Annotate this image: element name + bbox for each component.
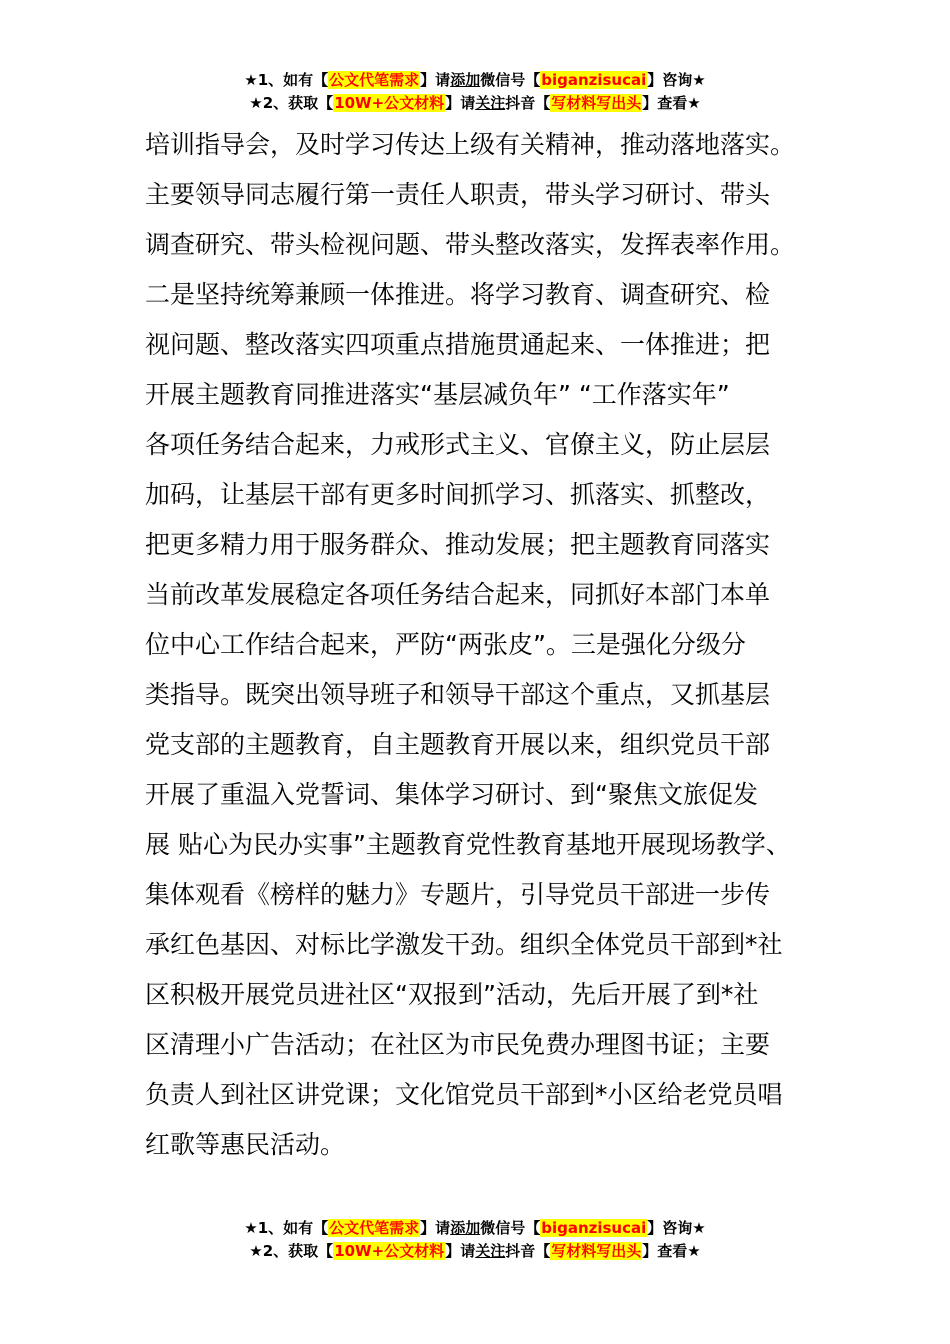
banner-text: 】查看★ bbox=[642, 1242, 701, 1260]
banner-line-1 bbox=[0, 69, 950, 92]
banner-highlight-service: 公文代笔需求 bbox=[329, 1219, 420, 1237]
body-line: 各项任务结合起来，力戒形式主义、官僚主义，防止层层 bbox=[145, 430, 771, 459]
banner-text: ★1、如有【 bbox=[244, 1219, 329, 1237]
banner-text: 】请 bbox=[445, 94, 476, 112]
banner-line-2 bbox=[0, 92, 950, 115]
body-line: 调查研究、带头检视问题、带头整改落实，发挥表率作用。 bbox=[145, 230, 796, 259]
banner-text: 】请 bbox=[445, 1242, 476, 1260]
header-banner bbox=[0, 69, 950, 115]
body-line: 培训指导会，及时学习传达上级有关精神，推动落地落实。 bbox=[145, 130, 796, 159]
banner-highlight-wechat-id: biganzisucai bbox=[541, 71, 647, 89]
body-line: 集体观看《榜样的魅力》专题片，引导党员干部进一步传 bbox=[145, 880, 771, 909]
banner-text: 】查看★ bbox=[642, 94, 701, 112]
body-line: 党支部的主题教育，自主题教育开展以来，组织党员干部 bbox=[145, 730, 771, 759]
document-body bbox=[145, 120, 810, 1170]
body-line: 视问题、整改落实四项重点措施贯通起来、一体推进；把 bbox=[145, 330, 771, 359]
body-line: 开展主题教育同推进落实“基层减负年” “工作落实年” bbox=[145, 380, 730, 409]
body-line: 展 贴心为民办实事”主题教育党性教育基地开展现场教学、 bbox=[145, 830, 791, 859]
banner-text: 抖音【 bbox=[505, 1242, 551, 1260]
banner-text: ★1、如有【 bbox=[244, 71, 329, 89]
banner-text: 】请 bbox=[420, 71, 451, 89]
banner-highlight-wechat-id: biganzisucai bbox=[541, 1219, 647, 1237]
banner-highlight-materials: 10W+公文材料 bbox=[334, 94, 445, 112]
banner-text: 】请 bbox=[420, 1219, 451, 1237]
body-line: 加码，让基层干部有更多时间抓学习、抓落实、抓整改， bbox=[145, 480, 771, 509]
banner-underlined-text: 关注 bbox=[475, 94, 506, 112]
banner-text: 抖音【 bbox=[505, 94, 551, 112]
banner-line-1 bbox=[0, 1217, 950, 1240]
body-line: 开展了重温入党誓词、集体学习研讨、到“聚焦文旅促发 bbox=[145, 780, 758, 809]
body-line: 类指导。既突出领导班子和领导干部这个重点，又抓基层 bbox=[145, 680, 771, 709]
body-line: 负责人到社区讲党课；文化馆党员干部到*小区给老党员唱 bbox=[145, 1080, 783, 1109]
banner-highlight-materials: 10W+公文材料 bbox=[334, 1242, 445, 1260]
banner-underlined-text: 添加 bbox=[450, 1219, 481, 1237]
banner-line-2 bbox=[0, 1240, 950, 1263]
body-line: 二是坚持统筹兼顾一体推进。将学习教育、调查研究、检 bbox=[145, 280, 771, 309]
banner-highlight-douyin: 写材料写出头 bbox=[551, 1242, 642, 1260]
body-line: 承红色基因、对标比学激发干劲。组织全体党员干部到*社 bbox=[145, 930, 783, 959]
banner-text: ★2、获取【 bbox=[249, 1242, 334, 1260]
banner-text: 】咨询★ bbox=[647, 1219, 706, 1237]
banner-underlined-text: 关注 bbox=[475, 1242, 506, 1260]
body-line: 位中心工作结合起来，严防“两张皮”。三是强化分级分 bbox=[145, 630, 746, 659]
banner-text: ★2、获取【 bbox=[249, 94, 334, 112]
body-line: 区积极开展党员进社区“双报到”活动，先后开展了到*社 bbox=[145, 980, 759, 1009]
footer-banner bbox=[0, 1217, 950, 1263]
body-line: 把更多精力用于服务群众、推动发展；把主题教育同落实 bbox=[145, 530, 771, 559]
banner-highlight-douyin: 写材料写出头 bbox=[551, 94, 642, 112]
banner-text: 】咨询★ bbox=[647, 71, 706, 89]
banner-highlight-service: 公文代笔需求 bbox=[329, 71, 420, 89]
body-line: 红歌等惠民活动。 bbox=[145, 1130, 346, 1159]
body-line: 区清理小广告活动；在社区为市民免费办理图书证；主要 bbox=[145, 1030, 771, 1059]
banner-text: 微信号【 bbox=[480, 1219, 541, 1237]
banner-text: 微信号【 bbox=[480, 71, 541, 89]
body-line: 当前改革发展稳定各项任务结合起来，同抓好本部门本单 bbox=[145, 580, 771, 609]
body-line: 主要领导同志履行第一责任人职责，带头学习研讨、带头 bbox=[145, 180, 771, 209]
banner-underlined-text: 添加 bbox=[450, 71, 481, 89]
